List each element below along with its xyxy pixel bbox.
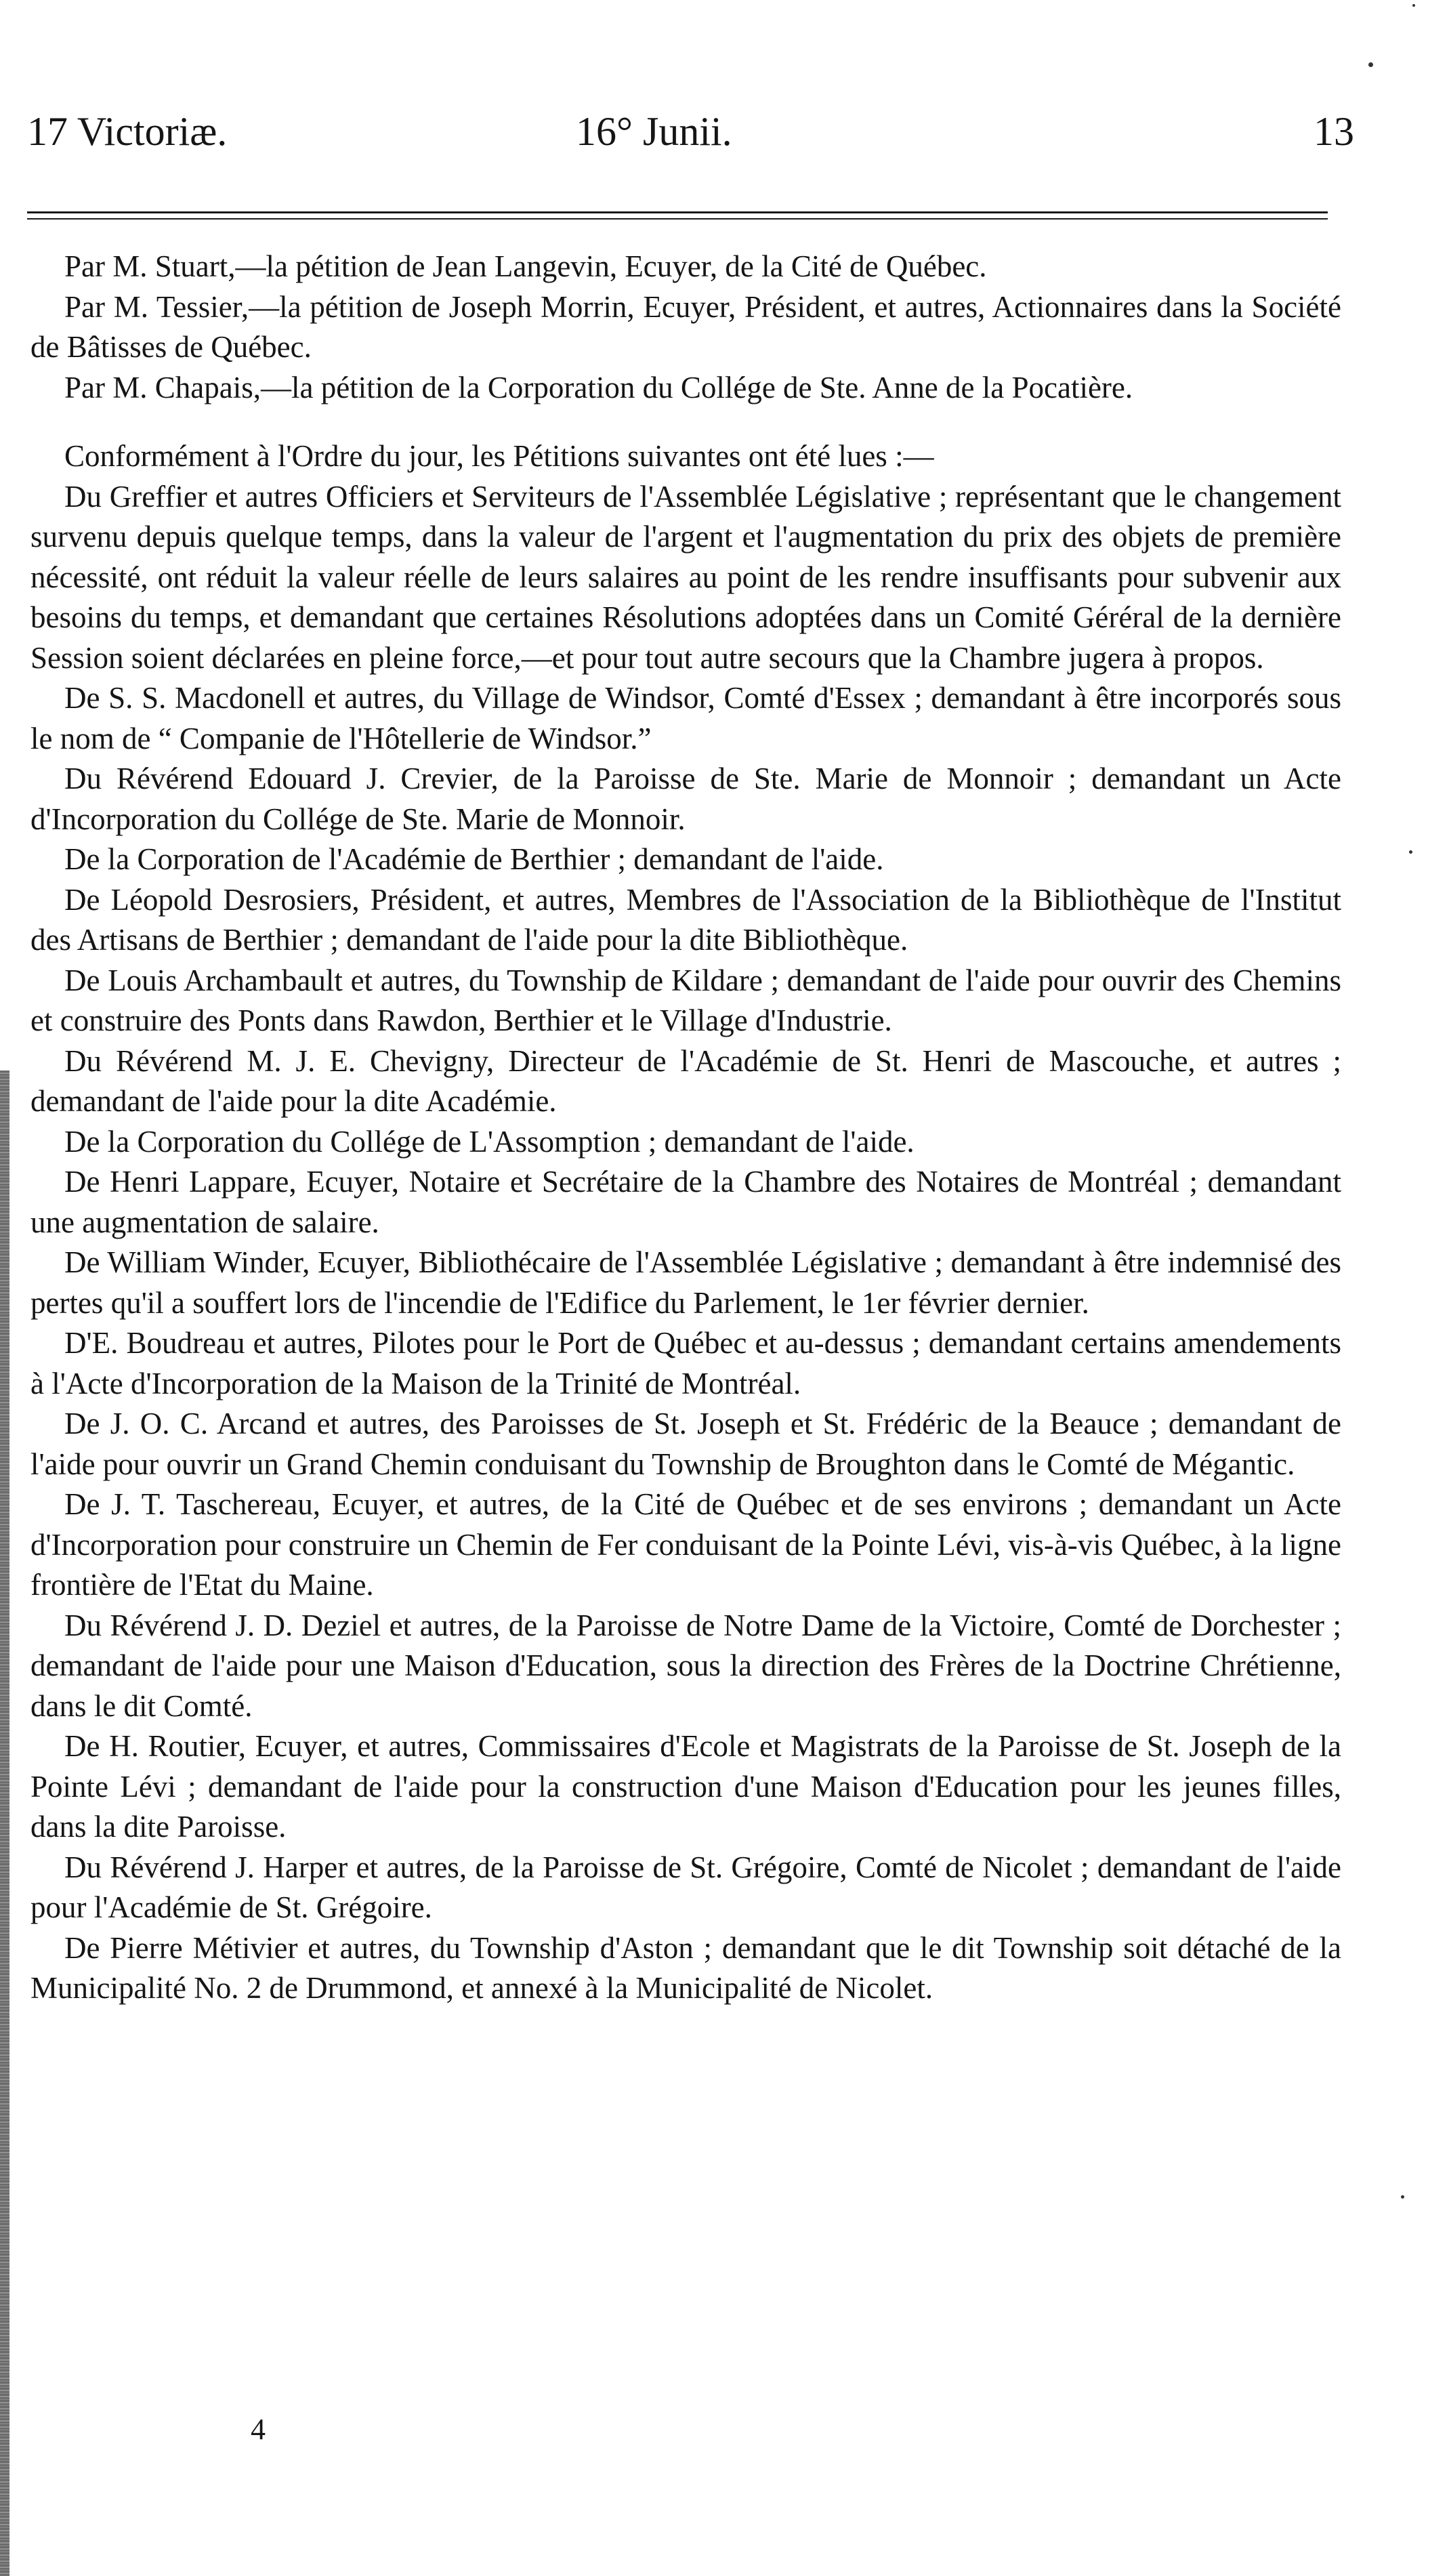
petition-read: De S. S. Macdonell et autres, du Village de Windsor, Comté d'Essex ; demandant à être incorporés sous le nom de “ Companie de l'Hôtellerie de Windsor.” <box>30 681 1341 755</box>
petition-read: Du Révérend M. J. E. Chevigny, Directeur de l'Académie de St. Henri de Mascouche, et autres ; demandant de l'aide pour la dite Académie. <box>30 1043 1341 1118</box>
petition-read: De Henri Lappare, Ecuyer, Notaire et Secrétaire de la Chambre des Notaires de Montréal ; demandant une augmentation de salaire. <box>30 1165 1341 1239</box>
header-rule-thin <box>27 218 1328 220</box>
header-date: 16° Junii. <box>576 109 732 154</box>
paper-speck <box>1368 62 1373 67</box>
paper-speck <box>1412 4 1415 7</box>
petition-read: Du Révérend J. Harper et autres, de la Paroisse de St. Grégoire, Comté de Nicolet ; demandant de l'aide pour l'Académie de St. Grégoire. <box>30 1850 1341 1924</box>
running-header <box>27 108 1354 169</box>
petition-read: De J. O. C. Arcand et autres, des Paroisses de St. Joseph et St. Frédéric de la Beauce ; demandant de l'aide pour ouvrir un Grand Chemin conduisant du Township de Broughton dans le Comté de Mégantic. <box>30 1407 1341 1481</box>
petition-read: De Pierre Métivier et autres, du Township d'Aston ; demandant que le dit Township soit détaché de la Municipalité No. 2 de Drummond, et annexé à la Municipalité de Nicolet. <box>30 1930 1341 2005</box>
header-rule-thick <box>27 211 1328 213</box>
petition-presented: Par M. Tessier,—la pétition de Joseph Morrin, Ecuyer, Président, et autres, Actionnaires dans la Société de Bâtisses de Québec. <box>30 289 1341 364</box>
petition-read: De la Corporation du Collége de L'Assomption ; demandant de l'aide. <box>64 1124 915 1159</box>
petition-presented: Par M. Chapais,—la pétition de la Corporation du Collége de Ste. Anne de la Pocatière. <box>64 370 1133 404</box>
petition-read: De H. Routier, Ecuyer, et autres, Commissaires d'Ecole et Magistrats de la Paroisse de St. Joseph de la Pointe Lévi ; demandant de l'aide pour la construction d'une Maison d'Education pour les jeunes filles, dans la dite Paroisse. <box>30 1729 1341 1844</box>
petition-read: De Louis Archambault et autres, du Township de Kildare ; demandant de l'aide pour ouvrir des Chemins et construire des Ponts dans Rawdon, Berthier et le Village d'Industrie. <box>30 963 1341 1037</box>
journal-body <box>30 247 1341 2009</box>
petition-read: Du Greffier et autres Officiers et Serviteurs de l'Assemblée Législative ; représentant que le changement survenu depuis quelque temps, dans la valeur de l'argent et l'augmentation du prix des objets de première nécessité, ont réduit la valeur réelle de leurs salaires au point de les rendre insuffisants pour subvenir aux besoins du temps, et demandant que certaines Résolutions adoptées dans un Comité Géréral de la dernière Session soient déclarées en pleine force,—et pour tout autre secours que la Chambre jugera à propos. <box>30 479 1341 675</box>
petition-read: De William Winder, Ecuyer, Bibliothécaire de l'Assemblée Législative ; demandant à être indemnisé des pertes qu'il a souffert lors de l'incendie de l'Edifice du Parlement, le 1er février dernier. <box>30 1245 1341 1320</box>
page-edge-shadow <box>0 1071 9 2576</box>
page-number: 13 <box>1314 109 1354 154</box>
petition-read: De la Corporation de l'Académie de Berthier ; demandant de l'aide. <box>64 842 884 876</box>
petition-read: De J. T. Taschereau, Ecuyer, et autres, de la Cité de Québec et de ses environs ; demandant un Acte d'Incorporation pour construire un Chemin de Fer conduisant de la Pointe Lévi, vis-à-vis Québec, à la ligne frontière de l'Etat du Maine. <box>30 1487 1341 1602</box>
petition-read: Du Révérend Edouard J. Crevier, de la Paroisse de Ste. Marie de Monnoir ; demandant un Acte d'Incorporation du Collége de Ste. Marie de Monnoir. <box>30 762 1341 836</box>
paper-speck <box>1409 850 1412 854</box>
signature-mark: 4 <box>251 2413 266 2446</box>
petition-read: D'E. Boudreau et autres, Pilotes pour le Port de Québec et au-dessus ; demandant certains amendements à l'Acte d'Incorporation de la Maison de la Trinité de Montréal. <box>30 1326 1341 1400</box>
petition-read: Du Révérend J. D. Deziel et autres, de la Paroisse de Notre Dame de la Victoire, Comté de Dorchester ; demandant de l'aide pour une Maison d'Education, sous la direction des Frères de la Doctrine Chrétienne, dans le dit Comté. <box>30 1608 1341 1723</box>
petition-presented: Par M. Stuart,—la pétition de Jean Langevin, Ecuyer, de la Cité de Québec. <box>64 249 987 283</box>
header-regnal-year: 17 Victoriæ. <box>27 109 228 154</box>
petition-read: De Léopold Desrosiers, Président, et autres, Membres de l'Association de la Bibliothèque de l'Institut des Artisans de Berthier ; demandant de l'aide pour la dite Bibliothèque. <box>30 882 1341 957</box>
paper-speck <box>1401 2195 1404 2199</box>
order-of-day-intro: Conformément à l'Ordre du jour, les Pétitions suivantes ont été lues :— <box>64 439 934 473</box>
